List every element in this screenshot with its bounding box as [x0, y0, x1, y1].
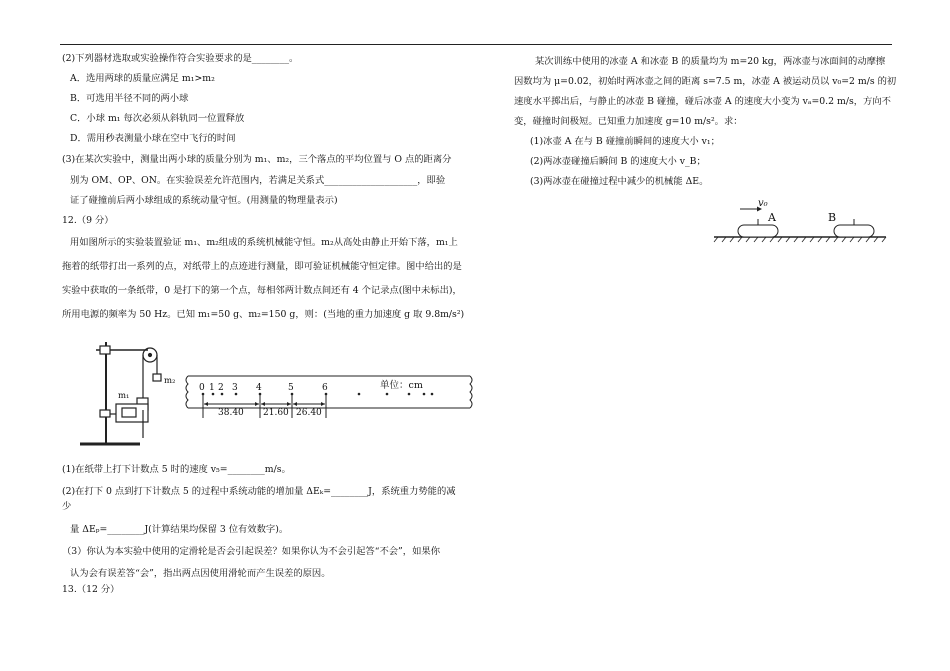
q12-part2-line2: 少 [62, 501, 72, 512]
q12-para-line1: 用如图所示的实验装置验证 m₁、m₂组成的系统机械能守恒。m₂从高处由静止开始下落，m₁上 [70, 237, 458, 248]
tape-point-5: 5 [288, 383, 294, 393]
q14-sub3: (3)两冰壶在碰撞过程中减少的机械能 ΔE。 [530, 176, 709, 187]
tape-point-6: 6 [322, 383, 328, 393]
tape-point-3: 3 [232, 383, 238, 393]
curling-figure [710, 195, 890, 247]
q11-option-a: A．选用两球的质量应满足 m₁>m₂ [70, 73, 215, 84]
q12-part3-line1: （3）你认为本实验中使用的定滑轮是否会引起误差？如果你认为不会引起答“不会”，如果你 [62, 546, 440, 557]
q12-para-line3: 实验中获取的一条纸带，0 是打下的第一个点，每相邻两计数点间还有 4 个记录点(图中未标出)， [62, 285, 462, 296]
q11-option-b: B．可选用半径不同的两小球 [70, 93, 189, 104]
q11-part3-line2: 别为 OM、OP、ON。在实验误差允许范围内，若满足关系式____________________，即验 [70, 175, 446, 186]
q14-para-line4: 变，碰撞时间极短。已知重力加速度 g=10 m/s²。求： [514, 116, 743, 127]
q14-para-line1: 某次训练中使用的冰壶 A 和冰壶 B 的质量均为 m=20 kg，两冰壶与冰面间的动摩擦 [535, 56, 886, 67]
tape-measure-3: 26.40 [296, 408, 322, 418]
m2-label: m₂ [164, 376, 176, 386]
q14-sub2: (2)两冰壶碰撞后瞬间 B 的速度大小 v_B； [530, 156, 706, 167]
tape-point-2: 2 [218, 383, 224, 393]
header-rule [60, 44, 892, 45]
m1-label: m₁ [118, 391, 130, 401]
q11-option-d: D．需用秒表测量小球在空中飞行的时间 [70, 133, 236, 144]
q11-part3-line3: 证了碰撞前后两小球组成的系统动量守恒。(用测量的物理量表示) [70, 195, 338, 206]
q14-sub1: (1)冰壶 A 在与 B 碰撞前瞬间的速度大小 v₁； [530, 136, 720, 147]
stone-b-label: B [828, 211, 837, 224]
q13-header: 13.（12 分） [62, 584, 120, 595]
stone-a-label: A [768, 211, 776, 224]
q12-part2-line1: (2)在打下 0 点到打下计数点 5 的过程中系统动能的增加量 ΔEₖ=________J，系统重力势能的减 [62, 486, 456, 497]
q11-option-c: C．小球 m₁ 每次必须从斜轨同一位置释放 [70, 113, 245, 124]
v0-label: v₀ [758, 198, 768, 209]
tape-point-0: 0 [199, 383, 205, 393]
q12-para-line4: 所用电源的频率为 50 Hz。已知 m₁=50 g、m₂=150 g，则：(当地的重力加速度 g 取 9.8m/s²) [62, 309, 465, 320]
q11-part2-stem: (2)下列器材选取或实验操作符合实验要求的是________。 [62, 53, 299, 64]
q14-para-line2: 因数均为 μ=0.02，初始时两冰壶之间的距离 s=7.5 m，冰壶 A 被运动员以 v₀=2 m/s 的初 [514, 76, 897, 87]
q12-part2-line3: 量 ΔEₚ=________J(计算结果均保留 3 位有效数字)。 [70, 524, 289, 535]
q14-para-line3: 速度水平掷出后，与静止的冰壶 B 碰撞，碰后冰壶 A 的速度大小变为 vₐ=0.2 m/s，方向不 [514, 96, 891, 107]
q12-part3-line2: 认为会有误差答“会”，指出两点因使用滑轮而产生误差的原因。 [70, 568, 331, 579]
tape-point-1: 1 [209, 383, 215, 393]
tape-measure-2: 21.60 [263, 408, 289, 418]
q12-part1: (1)在纸带上打下计数点 5 时的速度 v₅=________m/s。 [62, 464, 291, 475]
q11-part3-line1: (3)在某次实验中，测量出两小球的质量分别为 m₁、m₂，三个落点的平均位置与 O 点的距离分 [62, 154, 452, 165]
q12-header: 12.（9 分） [62, 215, 114, 226]
tape-point-4: 4 [256, 383, 262, 393]
tape-measure-1: 38.40 [218, 408, 244, 418]
tape-unit-label: 单位：cm [380, 380, 423, 391]
q12-para-line2: 拖着的纸带打出一系列的点，对纸带上的点迹进行测量，即可验证机械能守恒定律。图中给出的是 [62, 261, 462, 272]
